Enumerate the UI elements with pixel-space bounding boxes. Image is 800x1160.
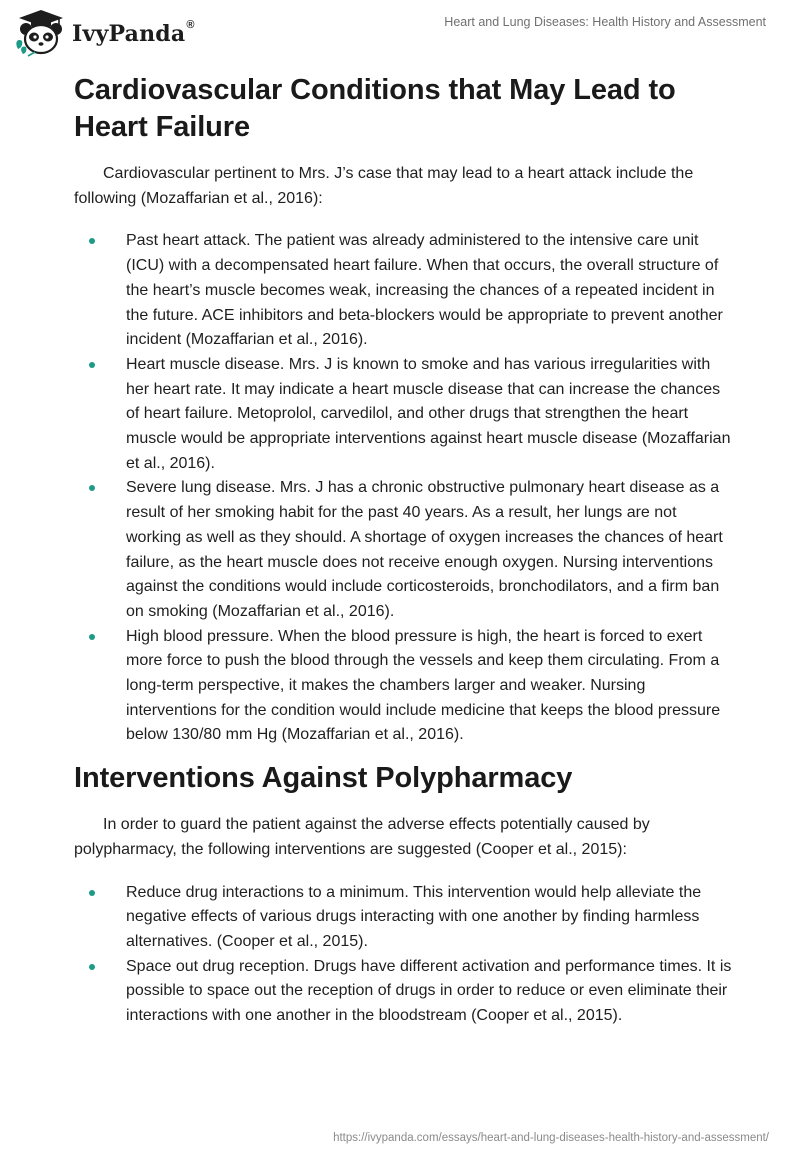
list-item-text: Past heart attack. The patient was already administered to the intensive care unit (ICU) with a decompensated heart failure. When that occurs, the overall structure of the heart’s muscle becomes weak, increasing the chances of a repeated incident in the future. ACE inhibitors and beta-blockers would be appropriate to prevent another incident (Mozaffarian et al., 2016).: [126, 232, 723, 349]
polypharmacy-interventions-list: [74, 881, 734, 1029]
list-item: [74, 881, 734, 955]
bullet-dot-icon: [89, 238, 95, 244]
section-heading-polypharmacy: Interventions Against Polypharmacy: [74, 762, 573, 795]
article-content: [74, 72, 734, 1029]
source-url[interactable]: https://ivypanda.com/essays/heart-and-lung-diseases-health-history-and-assessment/: [333, 1132, 769, 1144]
bullet-dot-icon: [89, 362, 95, 368]
list-item: [74, 625, 734, 749]
registered-mark: ®: [186, 19, 195, 31]
list-item-text: Reduce drug interactions to a minimum. This intervention would help alleviate the negative effects of various drugs interacting with one another by finding harmless alternatives. (Cooper et al., 2015).: [126, 883, 702, 950]
logo-wordmark: IvyPanda®: [72, 19, 195, 47]
bullet-dot-icon: [89, 634, 95, 640]
list-item: [74, 229, 734, 353]
list-item-text: Space out drug reception. Drugs have different activation and performance times. It is possible to space out the reception of drugs in order to reduce or even eliminate their interactions with one another in the bloodstream (Cooper et al., 2015).: [126, 957, 732, 1025]
list-item-text: Heart muscle disease. Mrs. J is known to smoke and has various irregularities with her heart rate. It may indicate a heart muscle disease that can increase the chances of heart failure. Metoprolol, carvedilol, and other drugs that strengthen the heart muscle would be appropriate interventions against heart muscle disease (Mozaffarian et al., 2016).: [126, 355, 731, 472]
bullet-dot-icon: [89, 890, 95, 896]
panda-graduate-icon: [14, 8, 68, 58]
bullet-dot-icon: [89, 485, 95, 491]
list-item-text: Severe lung disease. Mrs. J has a chronic obstructive pulmonary heart disease as a result of her smoking habit for the past 40 years. As a result, her lungs are not working as well as they should. A shortage of oxygen increases the chances of heart failure, as the heart muscle does not receive enough oxygen. Nursing interventions against the conditions would include corticosteroids, bronchodilators, and a firm ban on smoking (Mozaffarian et al., 2016).: [126, 479, 723, 620]
list-item: [74, 476, 734, 624]
list-item-text: High blood pressure. When the blood pressure is high, the heart is forced to exert more force to push the blood through the vessels and keep them circulating. From a long-term perspective, it makes the chambers larger and weaker. Nursing interventions for the condition would include medicine that keeps the blood pressure below 130/80 mm Hg (Mozaffarian et al., 2016).: [126, 627, 721, 744]
list-item: [74, 353, 734, 477]
page-header: [0, 0, 800, 62]
section-intro-cardiovascular: Cardiovascular pertinent to Mrs. J’s case that may lead to a heart attack include the following (Mozaffarian et al., 2016):: [74, 165, 694, 207]
ivypanda-logo[interactable]: [14, 8, 195, 58]
bullet-dot-icon: [89, 964, 95, 970]
section-intro-polypharmacy: In order to guard the patient against the adverse effects potentially caused by polypharmacy, the following interventions are suggested (Cooper et al., 2015):: [74, 816, 650, 858]
cardiovascular-conditions-list: [74, 229, 734, 748]
section-heading-cardiovascular: Cardiovascular Conditions that May Lead to Heart Failure: [74, 74, 676, 143]
list-item: [74, 955, 734, 1029]
document-title: Heart and Lung Diseases: Health History and Assessment: [444, 15, 766, 29]
